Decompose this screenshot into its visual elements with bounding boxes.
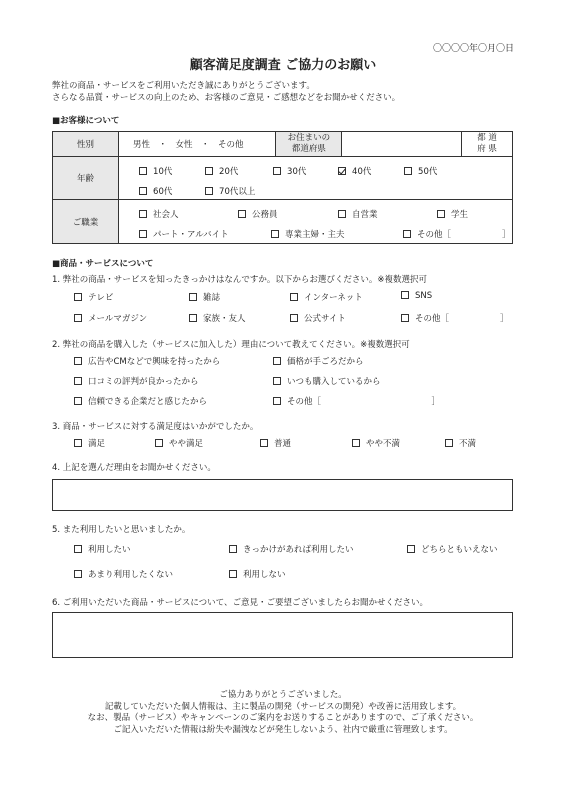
checkbox-icon[interactable] <box>139 187 147 195</box>
job-option[interactable] <box>271 228 345 240</box>
checkbox-icon[interactable] <box>139 230 147 238</box>
checkbox-icon[interactable] <box>445 439 453 447</box>
q1-option[interactable] <box>290 312 346 324</box>
page-title: 顧客満足度調査 ご協力のお願い <box>189 58 377 73</box>
job-option[interactable] <box>139 228 229 240</box>
q3-option-label: 普通 <box>274 439 292 449</box>
age-option[interactable] <box>338 165 371 177</box>
q2-option-label: 価格が手ごろだから <box>287 357 364 367</box>
q1-option-label: インターネット <box>304 293 363 303</box>
q2-option[interactable] <box>74 355 220 367</box>
q2-option[interactable] <box>273 395 440 407</box>
q5-option-label: きっかけがあれば利用したい <box>243 545 354 555</box>
footer-line: ご協力ありがとうございました。 <box>219 690 347 700</box>
checkbox-icon[interactable] <box>273 397 281 405</box>
q3-option-label: やや満足 <box>169 439 204 449</box>
q5-option-label: 利用しない <box>243 570 286 580</box>
age-option-label: 30代 <box>287 167 307 177</box>
q5-option[interactable] <box>229 543 354 555</box>
age-option-label: 50代 <box>418 167 438 177</box>
reason-textbox[interactable] <box>52 479 513 511</box>
checkbox-icon[interactable] <box>401 291 409 299</box>
q3-option[interactable] <box>74 437 105 449</box>
checkbox-icon[interactable] <box>401 314 409 322</box>
question-6: 6. ご利用いただいた商品・サービスについて、ご意見・ご要望ございましたらお聞かせください。 <box>52 598 428 608</box>
residence-label <box>276 132 342 157</box>
gender-options[interactable]: 男性 ・ 女性 ・ その他 <box>119 132 276 157</box>
gender-label: 性別 <box>53 132 119 157</box>
checkbox-icon[interactable] <box>437 210 445 218</box>
question-3: 3. 商品・サービスに対する満足度はいかがでしたか。 <box>52 422 259 432</box>
footer-line: 記載していただいた個人情報は、主に製品の開発（サービスの開発）や改善に活用致します。 <box>104 701 462 712</box>
q3-option-label: やや不満 <box>366 439 401 449</box>
job-option-label: 専業主婦・主夫 <box>285 230 345 240</box>
job-option-label: その他［ ］ <box>417 230 511 240</box>
checkbox-icon[interactable] <box>205 187 213 195</box>
checkbox-icon[interactable] <box>155 439 163 447</box>
checkbox-icon[interactable] <box>290 314 298 322</box>
residence-label-line: お住まいの <box>287 133 331 143</box>
customer-table <box>52 131 513 244</box>
job-options-cell <box>119 200 513 244</box>
checkbox-icon[interactable] <box>229 545 237 553</box>
q2-option-label: その他［ ］ <box>287 397 441 407</box>
job-option[interactable] <box>139 208 179 220</box>
q3-option[interactable] <box>445 437 476 449</box>
q3-option[interactable] <box>352 437 400 449</box>
checkbox-icon[interactable] <box>74 545 82 553</box>
checkbox-icon[interactable] <box>403 230 411 238</box>
checkbox-icon[interactable] <box>352 439 360 447</box>
checkbox-icon[interactable] <box>273 377 281 385</box>
q2-option-label: 口コミの評判が良かったから <box>88 377 199 387</box>
checkbox-icon[interactable] <box>238 210 246 218</box>
checkbox-icon[interactable] <box>189 293 197 301</box>
q5-option[interactable] <box>74 568 173 580</box>
q3-option[interactable] <box>260 437 291 449</box>
intro-text <box>52 80 400 104</box>
q1-option-label: 公式サイト <box>304 314 346 324</box>
checkbox-icon[interactable] <box>260 439 268 447</box>
checkbox-icon[interactable] <box>74 397 82 405</box>
checkbox-icon[interactable] <box>229 570 237 578</box>
customer-heading: ■お客様について <box>52 116 120 126</box>
prefecture-suffix-line: 府 県 <box>477 144 497 154</box>
job-option[interactable] <box>238 208 278 220</box>
date: 〇〇〇〇年〇月〇日 <box>432 44 514 54</box>
checkbox-checked-icon[interactable] <box>338 167 346 175</box>
q2-option[interactable] <box>74 395 207 407</box>
residence-label-line: 都道府県 <box>291 144 326 154</box>
age-option[interactable] <box>139 185 172 197</box>
q5-option-label: あまり利用したくない <box>88 570 174 580</box>
checkbox-icon[interactable] <box>338 210 346 218</box>
job-option-label: 自営業 <box>352 210 378 220</box>
q1-option[interactable] <box>401 291 432 301</box>
q3-option-label: 不満 <box>459 439 477 449</box>
q1-option-label: SNS <box>415 291 433 301</box>
checkbox-icon[interactable] <box>139 210 147 218</box>
checkbox-icon[interactable] <box>74 357 82 365</box>
footer-line: なお、製品（サービス）やキャンペーンのご案内をお送りすることがありますので、ご了承ください。 <box>87 713 479 723</box>
q2-option[interactable] <box>273 355 364 367</box>
job-label: ご職業 <box>53 200 119 244</box>
age-option-label: 40代 <box>352 167 372 177</box>
age-option[interactable] <box>404 165 437 177</box>
feedback-textbox[interactable] <box>52 612 513 658</box>
q2-option-label: 広告やCMなどで興味を持ったから <box>88 357 221 367</box>
q1-option-label: メールマガジン <box>88 314 148 324</box>
q2-option-label: 信頼できる企業だと感じたから <box>88 397 208 407</box>
age-option[interactable] <box>205 185 255 197</box>
prefecture-suffix <box>462 132 513 157</box>
q5-option-label: どちらともいえない <box>421 545 498 555</box>
q2-option[interactable] <box>273 375 381 387</box>
q1-option-label: 雑誌 <box>203 293 221 303</box>
checkbox-icon[interactable] <box>273 167 281 175</box>
q1-option-label: 家族・友人 <box>203 314 246 324</box>
q1-option[interactable] <box>74 291 113 303</box>
age-option-label: 10代 <box>153 167 173 177</box>
prefecture-suffix-line: 都 道 <box>477 133 497 143</box>
age-option-label: 70代以上 <box>219 187 256 197</box>
products-heading: ■商品・サービスについて <box>52 259 154 269</box>
q5-option[interactable] <box>74 543 131 555</box>
q5-option[interactable] <box>407 543 498 555</box>
job-option[interactable] <box>437 208 468 220</box>
question-2: 2. 弊社の商品を購入した（サービスに加入した）理由について教えてください。※複数選択可 <box>52 340 410 350</box>
q1-option[interactable] <box>189 312 246 324</box>
job-option-label: 公務員 <box>252 210 278 220</box>
age-option[interactable] <box>205 165 238 177</box>
job-option[interactable] <box>338 208 378 220</box>
q1-option[interactable] <box>290 291 363 303</box>
age-option-label: 20代 <box>219 167 239 177</box>
footer <box>0 690 566 736</box>
checkbox-icon[interactable] <box>407 545 415 553</box>
question-1: 1. 弊社の商品・サービスを知ったきっかけはなんですか。以下からお選びください。※複数選択可 <box>52 275 427 285</box>
footer-line: ご記入いただいた情報は紛失や漏洩などが発生しないよう、社内で厳重に管理致します。 <box>113 724 453 735</box>
job-option-label: 学生 <box>451 210 469 220</box>
checkbox-icon[interactable] <box>273 357 281 365</box>
age-options-cell <box>119 157 513 200</box>
job-option-label: 社会人 <box>153 210 179 220</box>
q2-option[interactable] <box>74 375 199 387</box>
checkbox-icon[interactable] <box>74 439 82 447</box>
intro-line: さらなる品質・サービスの向上のため、お客様のご意見・ご感想などをお聞かせください。 <box>52 93 401 103</box>
age-option-label: 60代 <box>153 187 173 197</box>
checkbox-icon[interactable] <box>404 167 412 175</box>
checkbox-icon[interactable] <box>74 377 82 385</box>
q1-option-label: テレビ <box>88 293 114 303</box>
question-5: 5. また利用したいと思いましたか。 <box>52 525 191 535</box>
q5-option-label: 利用したい <box>88 545 131 555</box>
checkbox-icon[interactable] <box>189 314 197 322</box>
prefecture-input[interactable] <box>342 132 462 157</box>
q1-option[interactable] <box>189 291 220 303</box>
q3-option-label: 満足 <box>88 439 106 449</box>
q1-option-label: その他［ ］ <box>415 314 509 324</box>
checkbox-icon[interactable] <box>290 293 298 301</box>
age-label: 年齢 <box>53 157 119 200</box>
job-option[interactable] <box>403 228 511 240</box>
q5-option[interactable] <box>229 568 286 580</box>
checkbox-icon[interactable] <box>271 230 279 238</box>
q1-option[interactable] <box>401 312 509 324</box>
q3-option[interactable] <box>155 437 203 449</box>
job-option-label: パート・アルバイト <box>153 230 229 240</box>
checkbox-icon[interactable] <box>205 167 213 175</box>
checkbox-icon[interactable] <box>74 293 82 301</box>
question-4: 4. 上記を選んだ理由をお聞かせください。 <box>52 463 216 473</box>
checkbox-icon[interactable] <box>139 167 147 175</box>
age-option[interactable] <box>273 165 306 177</box>
checkbox-icon[interactable] <box>74 570 82 578</box>
age-option[interactable] <box>139 165 172 177</box>
q1-option[interactable] <box>74 312 147 324</box>
q2-option-label: いつも購入しているから <box>287 377 381 387</box>
intro-line: 弊社の商品・サービスをご利用いただき誠にありがとうございます。 <box>52 81 315 91</box>
checkbox-icon[interactable] <box>74 314 82 322</box>
